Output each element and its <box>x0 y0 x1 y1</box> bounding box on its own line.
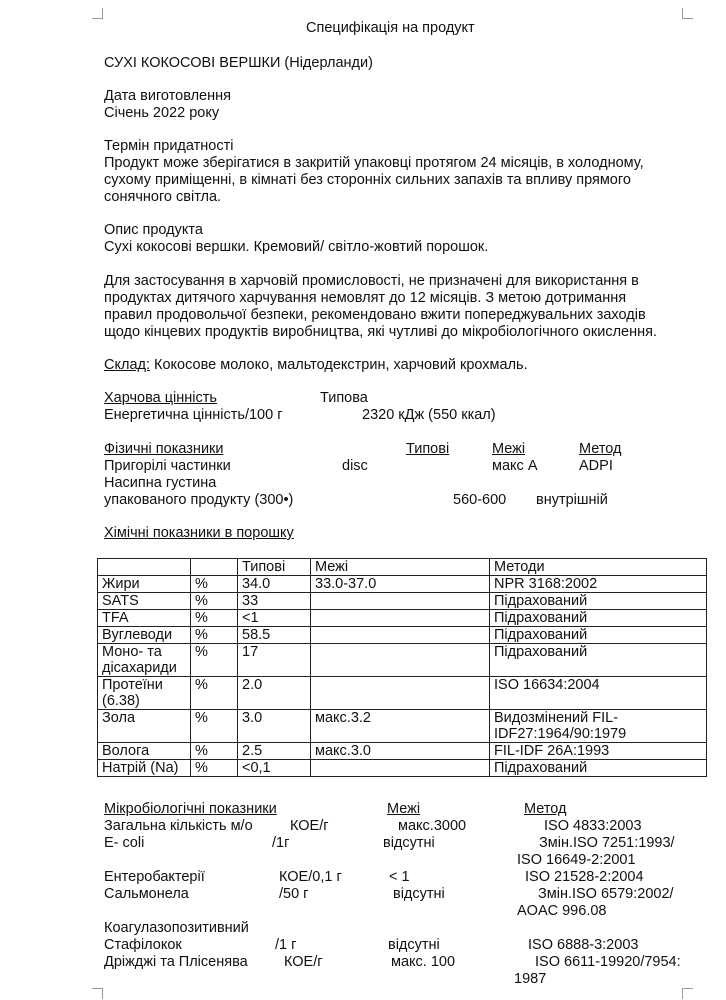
chemical-cell-limit: макс.3.2 <box>311 710 490 743</box>
shelf-life-line: сухому приміщенні, в кімнаті без сторонніх сильних запахів та впливу прямого <box>104 172 631 188</box>
corner-mark-bottom-right <box>682 988 693 999</box>
product-name: СУХІ КОКОСОВІ ВЕРШКИ (Нідерланди) <box>104 55 373 71</box>
physical-r1-label: Пригорілі частинки <box>104 458 231 474</box>
chemical-cell-unit: % <box>191 627 238 644</box>
description-line: Сухі кокосові вершки. Кремовий/ світло-жовтий порошок. <box>104 239 489 255</box>
micro-r6-label: Дріжджі та Плісенява <box>104 954 248 970</box>
micro-r5-label: Коагулазопозитивний <box>104 920 249 936</box>
micro-r4-method: Змін.ISO 6579:2002/ <box>538 886 674 902</box>
micro-col-method: Метод <box>524 801 567 817</box>
chemical-heading: Хімічні показники в порошку <box>104 525 294 541</box>
physical-col-method: Метод <box>579 441 622 457</box>
nutrition-heading: Харчова цінність <box>104 390 217 406</box>
table-row <box>98 760 707 777</box>
micro-r1-label: Загальна кількість м/о <box>104 818 253 834</box>
physical-col-typical: Типові <box>406 441 450 457</box>
chemical-cell-unit: % <box>191 710 238 743</box>
micro-col-limits: Межі <box>387 801 421 817</box>
chemical-cell-typical: 34.0 <box>238 576 311 593</box>
chemical-cell-unit: % <box>191 644 238 677</box>
micro-r4-method: AOAC 996.08 <box>517 903 607 919</box>
chemical-cell-name: Волога <box>98 743 191 760</box>
micro-r2-unit: /1г <box>272 835 290 851</box>
chemical-cell-unit: % <box>191 760 238 777</box>
nutrition-col-typical: Типова <box>320 390 368 406</box>
chemical-cell-typical: 2.0 <box>238 677 311 710</box>
micro-r6-method: 1987 <box>514 971 547 987</box>
table-row <box>98 677 707 710</box>
physical-r2-label: упакованого продукту (300•) <box>104 492 294 508</box>
chemical-cell-limit <box>311 760 490 777</box>
table-row <box>98 627 707 644</box>
chemical-header-typical: Типові <box>238 559 311 576</box>
chemical-cell-method: Підрахований <box>490 760 707 777</box>
chemical-cell-method: Підрахований <box>490 593 707 610</box>
chemical-cell-method: ISO 16634:2004 <box>490 677 707 710</box>
chemical-header-method: Методи <box>490 559 707 576</box>
chemical-cell-method: Підрахований <box>490 610 707 627</box>
shelf-life-heading: Термін придатності <box>104 138 234 154</box>
chemical-cell-name: Зола <box>98 710 191 743</box>
chemical-table-header <box>98 559 707 576</box>
usage-line: щодо кінцевих продуктів виробництва, які чутливі до мікробіологічного окислення. <box>104 324 657 340</box>
micro-r5-limit: відсутні <box>388 937 440 953</box>
chemical-cell-unit: % <box>191 593 238 610</box>
micro-r2-label: Е- coli <box>104 835 145 851</box>
physical-r2-value: 560-600 <box>453 492 507 508</box>
physical-heading: Фізичні показники <box>104 441 224 457</box>
usage-line: Для застосування в харчовій промисловості, не призначені для використання в <box>104 273 639 289</box>
corner-mark-top-left <box>92 8 103 19</box>
manufacture-value: Січень 2022 року <box>104 105 220 121</box>
chemical-cell-unit: % <box>191 576 238 593</box>
chemical-header-name <box>98 559 191 576</box>
chemical-cell-method: Видозмінений FIL-IDF27:1964/90:1979 <box>490 710 707 743</box>
chemical-cell-method: Підрахований <box>490 627 707 644</box>
chemical-table <box>97 558 707 777</box>
micro-r6-unit: КОЕ/г <box>284 954 323 970</box>
chemical-cell-typical: <1 <box>238 610 311 627</box>
chemical-cell-name: Вуглеводи <box>98 627 191 644</box>
micro-r3-label: Ентеробактерії <box>104 869 205 885</box>
nutrition-row-value: 2320 кДж (550 ккал) <box>362 407 496 423</box>
shelf-life-line: Продукт може зберігатися в закритій упаковці протягом 24 місяців, в холодному, <box>104 155 644 171</box>
composition-line <box>104 357 528 374</box>
chemical-cell-limit <box>311 627 490 644</box>
chemical-cell-unit: % <box>191 677 238 710</box>
table-row <box>98 610 707 627</box>
micro-r3-unit: КОЕ/0,1 г <box>279 869 342 885</box>
corner-mark-top-right <box>682 8 693 19</box>
micro-r5-method: ISO 6888-3:2003 <box>528 937 639 953</box>
chemical-cell-limit <box>311 593 490 610</box>
micro-heading: Мікробіологічні показники <box>104 801 277 817</box>
table-row <box>98 710 707 743</box>
chemical-cell-name: Натрій (Na) <box>98 760 191 777</box>
chemical-cell-name: Протеїни (6.38) <box>98 677 191 710</box>
composition-text: Кокосове молоко, мальтодекстрин, харчовий крохмаль. <box>150 357 528 373</box>
chemical-cell-name: TFA <box>98 610 191 627</box>
chemical-header-limit: Межі <box>311 559 490 576</box>
chemical-cell-method: NPR 3168:2002 <box>490 576 707 593</box>
table-row <box>98 593 707 610</box>
chemical-cell-limit <box>311 644 490 677</box>
chemical-cell-name: Моно- та дісахариди <box>98 644 191 677</box>
micro-r6-limit: макс. 100 <box>391 954 456 970</box>
micro-r2-limit: відсутні <box>383 835 435 851</box>
chemical-cell-typical: 17 <box>238 644 311 677</box>
micro-r1-limit: макс.3000 <box>398 818 467 834</box>
usage-line: продуктах дитячого харчування немовлят до 12 місяців. З метою дотримання <box>104 290 627 306</box>
chemical-cell-limit: макс.3.0 <box>311 743 490 760</box>
chemical-cell-name: Жири <box>98 576 191 593</box>
chemical-cell-typical: 58.5 <box>238 627 311 644</box>
micro-r3-limit: < 1 <box>389 869 410 885</box>
micro-r5-unit: /1 г <box>275 937 297 953</box>
composition-label: Склад: <box>104 357 150 373</box>
chemical-cell-name: SATS <box>98 593 191 610</box>
table-row <box>98 743 707 760</box>
micro-r4-unit: /50 г <box>279 886 309 902</box>
micro-r3-method: ISO 21528-2:2004 <box>525 869 644 885</box>
physical-col-limits: Межі <box>492 441 526 457</box>
corner-mark-bottom-left <box>92 988 103 999</box>
chemical-cell-typical: <0,1 <box>238 760 311 777</box>
description-heading: Опис продукта <box>104 222 203 238</box>
shelf-life-line: сонячного світла. <box>104 189 222 205</box>
micro-r6-method: ISO 6611-19920/7954: <box>535 954 681 970</box>
physical-r2-method: внутрішній <box>536 492 608 508</box>
micro-r4-label: Сальмонела <box>104 886 189 902</box>
chemical-cell-method: FIL-IDF 26A:1993 <box>490 743 707 760</box>
chemical-cell-typical: 2.5 <box>238 743 311 760</box>
physical-r1-typical: disc <box>342 458 368 474</box>
chemical-cell-limit <box>311 677 490 710</box>
micro-r5-label: Стафілокок <box>104 937 182 953</box>
table-row <box>98 576 707 593</box>
micro-r4-limit: відсутні <box>393 886 445 902</box>
table-row <box>98 644 707 677</box>
micro-r2-method: ISO 16649-2:2001 <box>517 852 636 868</box>
physical-r1-limit: макс А <box>492 458 538 474</box>
nutrition-row-label: Енергетична цінність/100 г <box>104 407 283 423</box>
chemical-header-unit <box>191 559 238 576</box>
usage-line: правил продовольчої безпеки, рекомендовано вжити попереджувальних заходів <box>104 307 646 323</box>
chemical-cell-unit: % <box>191 610 238 627</box>
chemical-cell-method: Підрахований <box>490 644 707 677</box>
chemical-cell-unit: % <box>191 743 238 760</box>
manufacture-heading: Дата виготовлення <box>104 88 231 104</box>
chemical-cell-typical: 33 <box>238 593 311 610</box>
physical-r2-label: Насипна густина <box>104 475 217 491</box>
physical-r1-method: ADPI <box>579 458 613 474</box>
chemical-cell-typical: 3.0 <box>238 710 311 743</box>
micro-r1-unit: КОЕ/г <box>290 818 329 834</box>
page-title: Специфікація на продукт <box>306 20 475 36</box>
micro-r2-method: Змін.ISO 7251:1993/ <box>539 835 675 851</box>
chemical-cell-limit: 33.0-37.0 <box>311 576 490 593</box>
micro-r1-method: ISO 4833:2003 <box>544 818 642 834</box>
chemical-cell-limit <box>311 610 490 627</box>
